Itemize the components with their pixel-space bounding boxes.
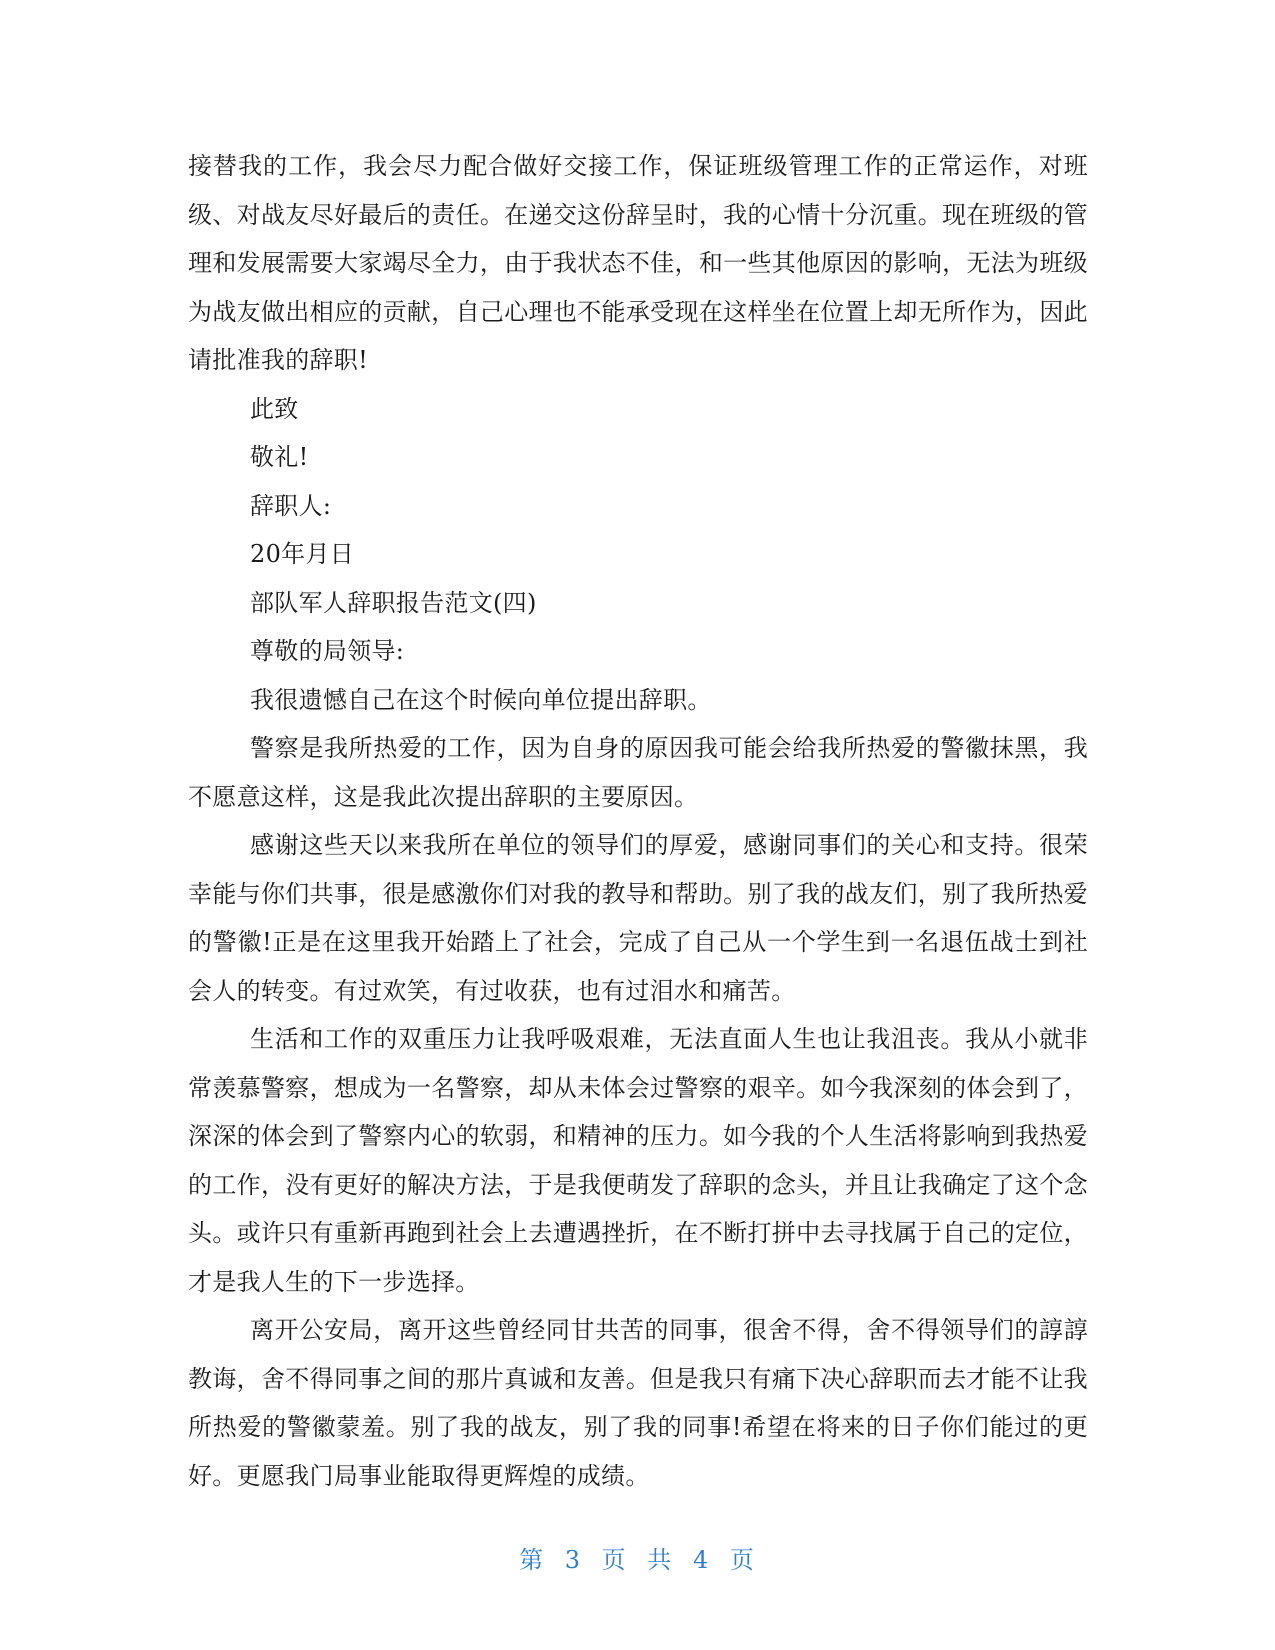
closing-salutation: 此致: [250, 394, 299, 423]
paragraph: 感谢这些天以来我所在单位的领导们的厚爱，感谢同事们的关心和支持。很荣幸能与你们共事，很是感激你们对我的教导和帮助。别了我的战友们，别了我所热爱的警徽!正是在这里我开始踏上了社会，完成了自己从一个学生到一名退伍战士到社会人的转变。有过欢笑，有过收获，也有过泪水和痛苦。: [188, 831, 1088, 1005]
section-title: 部队军人辞职报告范文(四): [250, 588, 537, 617]
page-number-footer: 第 3 页 共 4 页: [519, 1546, 756, 1574]
document-body: [188, 142, 1088, 1500]
date-line: 20年月日: [250, 540, 355, 568]
paragraph: 生活和工作的双重压力让我呼吸艰难，无法直面人生也让我沮丧。我从小就非常羡慕警察，想成为一名警察，却从未体会过警察的艰辛。如今我深刻的体会到了，深深的体会到了警察内心的软弱，和精神的压力。如今我的个人生活将影响到我热爱的工作，没有更好的解决方法，于是我便萌发了辞职的念头，并且让我确定了这个念头。或许只有重新再跑到社会上去遭遇挫折，在不断打拼中去寻找属于自己的定位，才是我人生的下一步选择。: [188, 1025, 1088, 1296]
paragraph: 警察是我所热爱的工作，因为自身的原因我可能会给我所热爱的警徽抹黑，我不愿意这样，这是我此次提出辞职的主要原因。: [188, 734, 1088, 811]
paragraph-continued: 接替我的工作，我会尽力配合做好交接工作，保证班级管理工作的正常运作，对班级、对战友尽好最后的责任。在递交这份辞呈时，我的心情十分沉重。现在班级的管理和发展需要大家竭尽全力，由于我状态不佳，和一些其他原因的影响，无法为班级为战友做出相应的贡献，自己心理也不能承受现在这样坐在位置上却无所作为，因此请批准我的辞职!: [188, 152, 1088, 374]
paragraph: 我很遗憾自己在这个时候向单位提出辞职。: [250, 685, 712, 714]
closing-regards: 敬礼!: [250, 443, 309, 471]
letter-greeting: 尊敬的局领导:: [250, 637, 405, 665]
paragraph: 离开公安局，离开这些曾经同甘共苦的同事，很舍不得，舍不得领导们的諄諄教诲，舍不得同事之间的那片真诚和友善。但是我只有痛下决心辞职而去才能不让我所热爱的警徽蒙羞。别了我的战友，别了我的同事!希望在将来的日子你们能过的更好。更愿我门局事业能取得更辉煌的成绩。: [188, 1316, 1088, 1490]
signature-label: 辞职人:: [250, 491, 332, 520]
